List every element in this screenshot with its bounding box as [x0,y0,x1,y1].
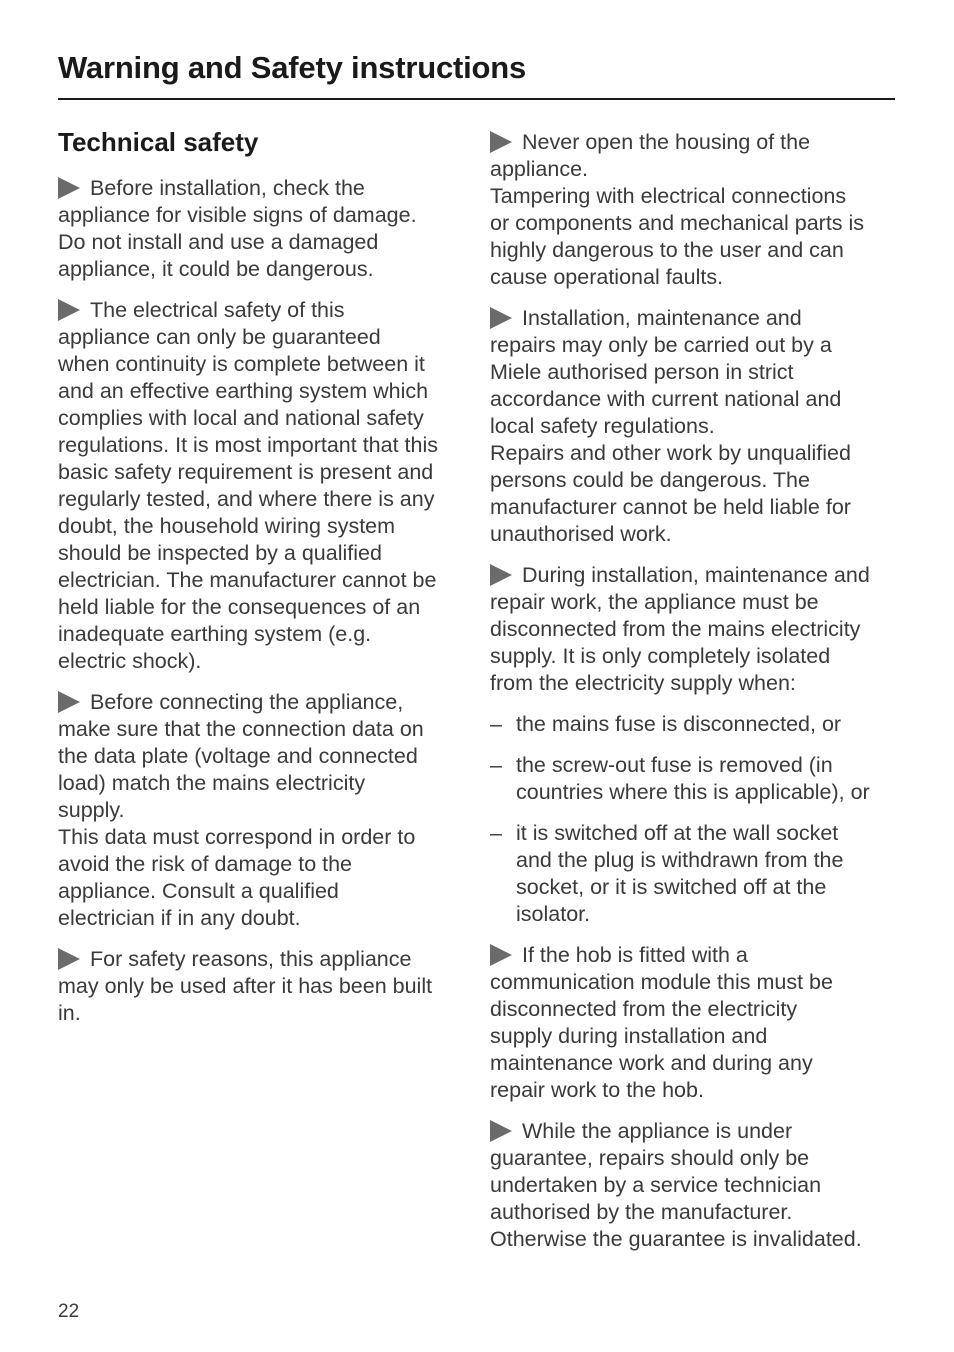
line-text: appliance for visible signs of damage. [58,203,417,227]
paragraph-line [58,351,468,378]
paragraph-line [490,1077,900,1104]
line-text: highly dangerous to the user and can [490,238,844,262]
line-text: regularly tested, and where there is any [58,487,435,511]
line-text: regulations. It is most important that this [58,433,438,457]
warning-paragraph [490,305,900,548]
list-item-line: socket, or it is switched off at the [516,875,827,899]
line-text: For safety reasons, this appliance [90,947,412,971]
paragraph-line [490,156,900,183]
paragraph-line [490,413,900,440]
line-text: During installation, maintenance and [522,563,870,587]
paragraph-line [490,969,900,996]
list-item-line: countries where this is applicable), or [516,780,870,804]
line-text: may only be used after it has been built [58,974,433,998]
paragraph-line [490,562,900,589]
paragraph-line [490,1050,900,1077]
line-text: should be inspected by a qualified [58,541,382,565]
line-text: communication module this must be [490,970,833,994]
dash-icon: – [490,753,502,777]
paragraph-line [58,905,468,932]
paragraph-line [490,521,900,548]
warning-paragraph [58,297,468,675]
line-text: undertaken by a service technician [490,1173,822,1197]
paragraph-line [490,1199,900,1226]
paragraph-line [58,459,468,486]
bullet-arrow-icon [58,691,80,713]
title-divider [58,98,895,100]
paragraph-line [58,513,468,540]
paragraph-line [58,297,468,324]
bullet-arrow-icon [490,564,512,586]
page-number: 22 [58,1301,80,1322]
right-paragraphs [490,129,900,697]
line-text: held liable for the consequences of an [58,595,421,619]
line-text: disconnected from the electricity [490,997,798,1021]
paragraph-line [58,432,468,459]
paragraph-line [490,494,900,521]
line-text: complies with local and national safety [58,406,424,430]
bullet-arrow-icon [58,948,80,970]
line-text: Miele authorised person in strict [490,360,794,384]
paragraph-line [490,1172,900,1199]
paragraph-line [490,616,900,643]
paragraph-line [58,486,468,513]
list-item-line: isolator. [516,902,591,926]
paragraph-line [490,996,900,1023]
paragraph-line [58,1000,468,1027]
warning-paragraph [490,562,900,697]
paragraph-line [490,332,900,359]
bullet-arrow-icon [490,1120,512,1142]
paragraph-line [58,946,468,973]
line-text: electrician if in any doubt. [58,906,301,930]
paragraph-line [490,1145,900,1172]
line-text: While the appliance is under [522,1119,793,1143]
paragraph-line [490,210,900,237]
list-item [490,752,900,806]
warning-paragraph [58,689,468,932]
paragraph-line [58,378,468,405]
warning-paragraph [58,946,468,1027]
list-item-line: the mains fuse is disconnected, or [516,712,842,736]
paragraph-line [58,256,468,283]
line-text: If the hob is fitted with a [522,943,748,967]
warning-paragraph [490,1118,900,1253]
paragraph-line [58,743,468,770]
line-text: Installation, maintenance and [522,306,802,330]
left-paragraphs [58,175,468,1027]
list-item-line: and the plug is withdrawn from the [516,848,844,872]
line-text: Tampering with electrical connections [490,184,847,208]
warning-paragraph [58,175,468,283]
line-text: and an effective earthing system which [58,379,429,403]
paragraph-line [58,689,468,716]
line-text: supply during installation and [490,1024,768,1048]
line-text: Before installation, check the [90,176,365,200]
paragraph-line [58,716,468,743]
warning-paragraph [490,942,900,1104]
paragraph-line [490,942,900,969]
line-text: inadequate earthing system (e.g. [58,622,372,646]
line-text: appliance, it could be dangerous. [58,257,374,281]
paragraph-line [490,1023,900,1050]
dash-icon: – [490,821,502,845]
list-item-line: the screw-out fuse is removed (in [516,753,833,777]
line-text: repair work, the appliance must be [490,590,819,614]
paragraph-line [490,467,900,494]
line-text: persons could be dangerous. The [490,468,810,492]
line-text: repair work to the hob. [490,1078,704,1102]
line-text: make sure that the connection data on [58,717,424,741]
line-text: electrician. The manufacturer cannot be [58,568,437,592]
warning-paragraph [490,129,900,291]
line-text: avoid the risk of damage to the [58,852,353,876]
line-text: manufacturer cannot be held liable for [490,495,851,519]
line-text: doubt, the household wiring system [58,514,396,538]
line-text: the data plate (voltage and connected [58,744,418,768]
line-text: maintenance work and during any [490,1051,813,1075]
paragraph-line [58,175,468,202]
paragraph-line [490,386,900,413]
list-item [490,820,900,928]
paragraph-line [490,670,900,697]
paragraph-line [58,540,468,567]
paragraph-line [490,359,900,386]
line-text: unauthorised work. [490,522,672,546]
paragraph-line [58,648,468,675]
paragraph-line [490,305,900,332]
bullet-arrow-icon [490,307,512,329]
line-text: appliance. [490,157,589,181]
paragraph-line [490,643,900,670]
bullet-arrow-icon [58,177,80,199]
paragraph-line [58,973,468,1000]
line-text: Repairs and other work by unqualified [490,441,851,465]
line-text: repairs may only be carried out by a [490,333,832,357]
paragraph-line [490,129,900,156]
isolation-conditions-list [490,711,900,928]
list-item-line: it is switched off at the wall socket [516,821,839,845]
left-column [58,125,468,1041]
paragraph-line [58,594,468,621]
paragraph-line [58,824,468,851]
line-text: This data must correspond in order to [58,825,416,849]
line-text: appliance. Consult a qualified [58,879,339,903]
paragraph-line [58,567,468,594]
paragraph-line [58,324,468,351]
right-column [490,129,900,1267]
line-text: supply. It is only completely isolated [490,644,831,668]
bullet-arrow-icon [490,944,512,966]
line-text: electric shock). [58,649,202,673]
dash-icon: – [490,712,502,736]
page-title: Warning and Safety instructions [58,50,527,85]
paragraph-line [490,1118,900,1145]
paragraph-line [58,797,468,824]
list-item [490,711,900,738]
bullet-arrow-icon [490,131,512,153]
line-text: accordance with current national and [490,387,842,411]
line-text: or components and mechanical parts is [490,211,865,235]
paragraph-line [58,229,468,256]
line-text: load) match the mains electricity [58,771,366,795]
line-text: supply. [58,798,125,822]
line-text: when continuity is complete between it [58,352,425,376]
line-text: Do not install and use a damaged [58,230,379,254]
paragraph-line [490,1226,900,1253]
bullet-arrow-icon [58,299,80,321]
line-text: from the electricity supply when: [490,671,796,695]
paragraph-line [490,440,900,467]
right-paragraphs-after [490,942,900,1253]
section-title: Technical safety [58,127,259,157]
paragraph-line [58,405,468,432]
line-text: local safety regulations. [490,414,715,438]
line-text: appliance can only be guaranteed [58,325,381,349]
paragraph-line [58,878,468,905]
line-text: Otherwise the guarantee is invalidated. [490,1227,862,1251]
paragraph-line [58,202,468,229]
line-text: Never open the housing of the [522,130,811,154]
line-text: in. [58,1001,81,1025]
line-text: Before connecting the appliance, [90,690,404,714]
paragraph-line [58,770,468,797]
paragraph-line [58,621,468,648]
paragraph-line [490,183,900,210]
line-text: authorised by the manufacturer. [490,1200,793,1224]
paragraph-line [490,264,900,291]
paragraph-line [58,851,468,878]
line-text: guarantee, repairs should only be [490,1146,810,1170]
line-text: cause operational faults. [490,265,724,289]
paragraph-line [490,237,900,264]
line-text: disconnected from the mains electricity [490,617,861,641]
line-text: The electrical safety of this [90,298,345,322]
paragraph-line [490,589,900,616]
line-text: basic safety requirement is present and [58,460,434,484]
